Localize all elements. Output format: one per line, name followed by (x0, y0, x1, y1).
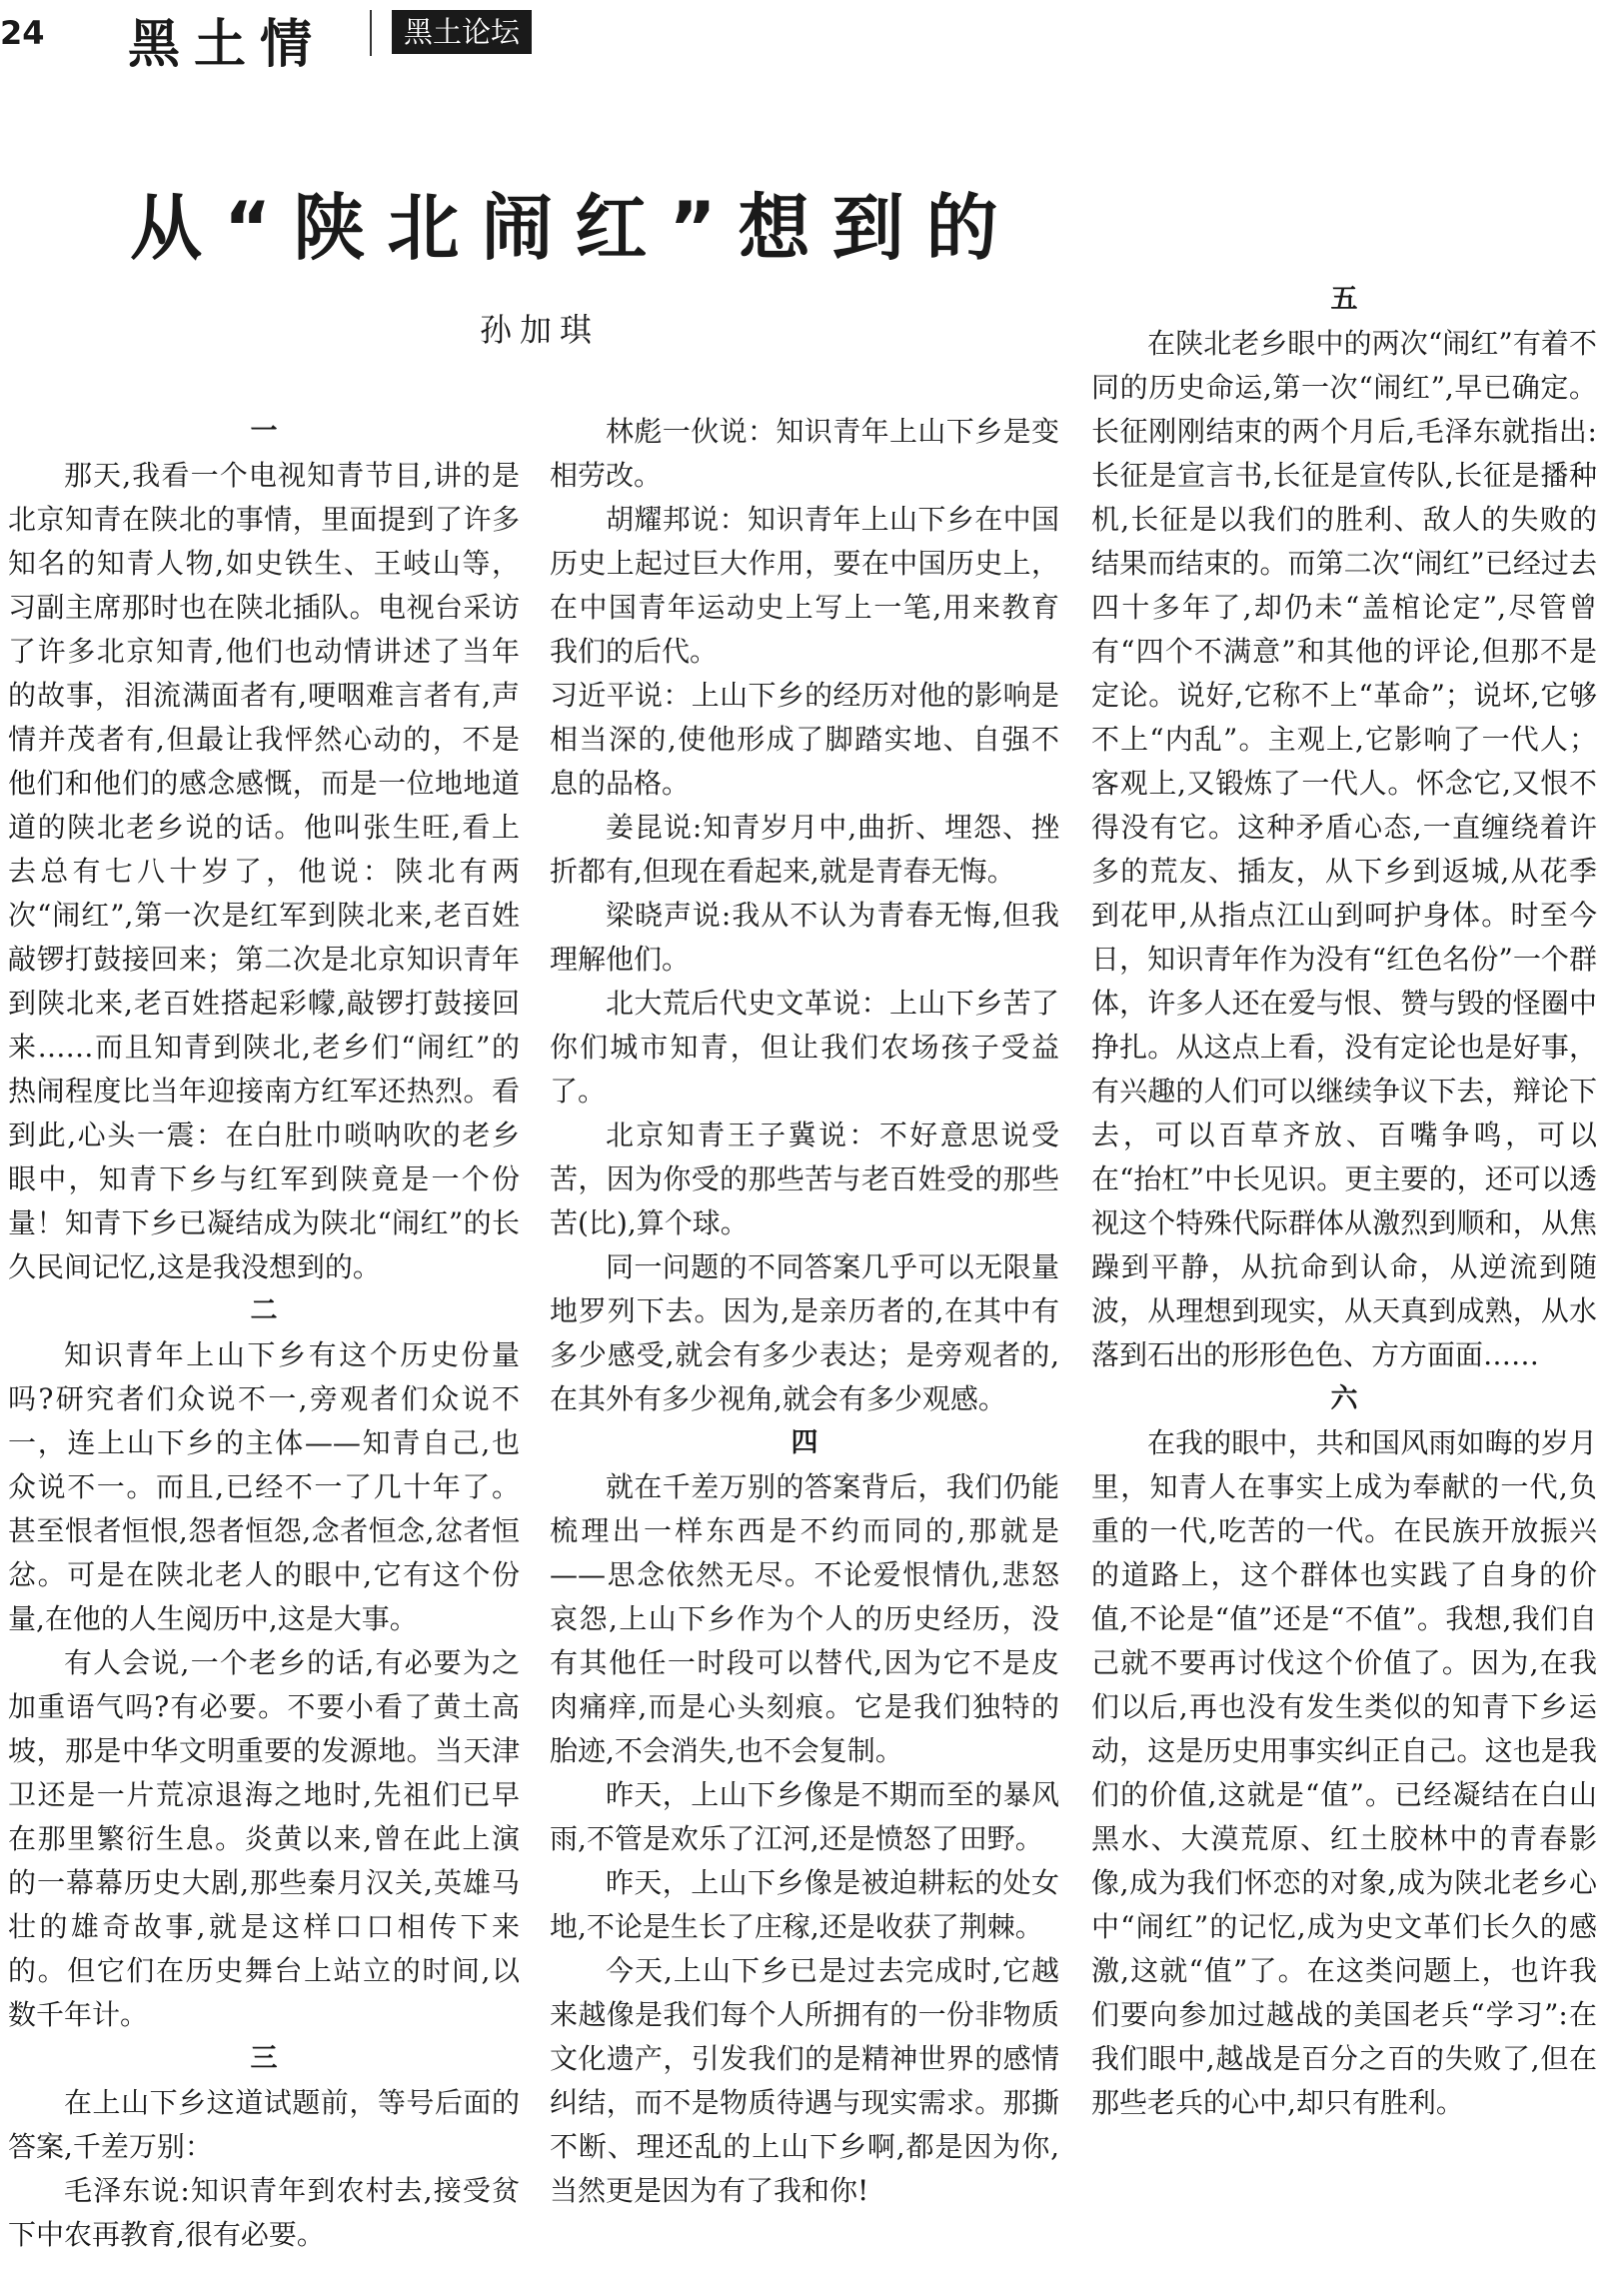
text-column-3 (1091, 102, 1597, 2125)
page-number: 24 (0, 14, 45, 52)
header-divider (370, 10, 372, 56)
paragraph: 北京知青王子冀说：不好意思说受苦，因为你受的那些苦与老百姓受的那些苦(比),算个球。 (550, 1119, 1059, 1239)
paragraph: 那天,我看一个电视知青节目,讲的是北京知青在陕北的事情，里面提到了许多知名的知青人物,如史铁生、王岐山等，习副主席那时也在陕北插队。电视台采访了许多北京知青,他们也动情讲述了当年的故事，泪流满面者有,哽咽难言者有,声情并茂者有,但最让我怦然心动的，不是他们和他们的感念感慨，而是一位地地道道的陕北老乡说的话。他叫张生旺,看上去总有七八十岁了，他说：陕北有两次“闹红”,第一次是红军到陕北来,老百姓敲锣打鼓接回来；第二次是北京知识青年到陕北来,老百姓搭起彩幪,敲锣打鼓接回来……而且知青到陕北,老乡们“闹红”的热闹程度比当年迎接南方红军还热烈。看到此,心头一震：在白肚巾唢呐吹的老乡眼中，知青下乡与红军到陕竟是一个份量！知青下乡已凝结成为陕北“闹红”的长久民间记忆,这是我没想到的。 (8, 459, 520, 1283)
paragraph: 梁晓声说:我从不认为青春无悔,但我理解他们。 (550, 899, 1059, 976)
paragraph: 在上山下乡这道试题前，等号后面的答案,千差万别： (8, 2086, 520, 2163)
article-author: 孙加琪 (480, 311, 601, 349)
paragraph: 今天,上山下乡已是过去完成时,它越来越像是我们每个人所拥有的一份非物质文化遗产，引发我们的是精神世界的感情纠结，而不是物质待遇与现实需求。那撕不断、理还乱的上山下乡啊,都是因为你,当然更是因为有了我和你! (550, 1954, 1059, 2207)
paragraph: 在我的眼中，共和国风雨如晦的岁月里，知青人在事实上成为奉献的一代,负重的一代,吃苦的一代。在民族开放振兴的道路上，这个群体也实践了自身的价值,不论是“值”还是“不值”。我想,我们自己就不要再讨伐这个价值了。因为,在我们以后,再也没有发生类似的知青下乡运动，这是历史用事实纠正自己。这也是我们的价值,这就是“值”。已经凝结在白山黑水、大漠荒原、红土胶林中的青春影像,成为我们怀恋的对象,成为陕北老乡心中“闹红”的记忆,成为史文革们长久的感激,这就“值”了。在这类问题上，也许我们要向参加过越战的美国老兵“学习”:在我们眼中,越战是百分之百的失败了,但在那些老兵的心中,却只有胜利。 (1091, 1426, 1597, 2119)
text-column-2 (550, 410, 1059, 2213)
section-heading: 六 (1330, 1383, 1358, 1414)
paragraph: 习近平说：上山下乡的经历对他的影响是相当深的,使他形成了脚踏实地、自强不息的品格。 (550, 679, 1059, 800)
section-heading: 二 (250, 1295, 278, 1326)
paragraph: 昨天，上山下乡像是被迫耕耘的处女地,不论是生长了庄稼,还是收获了荆棘。 (550, 1866, 1059, 1943)
paragraph: 毛泽东说:知识青年到农村去,接受贫下中农再教育,很有必要。 (8, 2174, 520, 2251)
paragraph: 胡耀邦说：知识青年上山下乡在中国历史上起过巨大作用，要在中国历史上，在中国青年运动史上写上一笔,用来教育我们的后代。 (550, 503, 1059, 668)
paragraph: 有人会说,一个老乡的话,有必要为之加重语气吗?有必要。不要小看了黄土高坡，那是中华文明重要的发源地。当天津卫还是一片荒凉退海之地时,先祖们已早在那里繁衍生息。炎黄以来,曾在此上演的一幕幕历史大剧,那些秦月汉关,英雄马壮的雄奇故事,就是这样口口相传下来的。但它们在历史舞台上站立的时间,以数千年计。 (8, 1646, 520, 2031)
magazine-brand: 黑土情 (128, 14, 327, 75)
paragraph: 在陕北老乡眼中的两次“闹红”有着不同的历史命运,第一次“闹红”,早已确定。长征刚刚结束的两个月后,毛泽东就指出:长征是宣言书,长征是宣传队,长征是播种机,长征是以我们的胜利、敌人的失败的结果而结束的。而第二次“闹红”已经过去四十多年了,却仍未“盖棺论定”,尽管曾有“四个不满意”和其他的评论,但那不是定论。说好,它称不上“革命”；说坏,它够不上“内乱”。主观上,它影响了一代人；客观上,又锻炼了一代人。怀念它,又恨不得没有它。这种矛盾心态,一直缠绕着许多的荒友、插友，从下乡到返城,从花季到花甲,从指点江山到呵护身体。时至今日，知识青年作为没有“红色名份”一个群体，许多人还在爱与恨、赞与毁的怪圈中挣扎。从这点上看，没有定论也是好事，有兴趣的人们可以继续争议下去，辩论下去，可以百草齐放、百嘴争鸣，可以在“抬杠”中长见识。更主要的，还可以透视这个特殊代际群体从激烈到顺和，从焦躁到平静，从抗命到认命，从逆流到随波，从理想到现实，从天真到成熟，从水落到石出的形形色色、方方面面…… (1091, 327, 1597, 1371)
text-column-1 (8, 410, 520, 2257)
paragraph: 知识青年上山下乡有这个历史份量吗?研究者们众说不一,旁观者们众说不一，连上山下乡的主体——知青自己,也众说不一。而且,已经不一了几十年了。甚至恨者恒恨,怨者恒怨,念者恒念,忿者恒忿。可是在陕北老人的眼中,它有这个份量,在他的人生阅历中,这是大事。 (8, 1338, 520, 1635)
page-header (0, 0, 1599, 75)
paragraph: 就在千差万别的答案背后，我们仍能梳理出一样东西是不约而同的,那就是——思念依然无尽。不论爱恨情仇,悲怒哀怨,上山下乡作为个人的历史经历，没有其他任一时段可以替代,因为它不是皮肉痛痒,而是心头刻痕。它是我们独特的胎迹,不会消失,也不会复制。 (550, 1470, 1059, 1767)
column-tag: 黑土论坛 (392, 10, 532, 54)
paragraph: 同一问题的不同答案几乎可以无限量地罗列下去。因为,是亲历者的,在其中有多少感受,就会有多少表达；是旁观者的,在其外有多少视角,就会有多少观感。 (550, 1250, 1059, 1415)
paragraph: 北大荒后代史文革说：上山下乡苦了你们城市知青，但让我们农场孩子受益了。 (550, 987, 1059, 1108)
section-heading: 四 (791, 1427, 818, 1458)
paragraph: 姜昆说:知青岁月中,曲折、埋怨、挫折都有,但现在看起来,就是青春无悔。 (550, 811, 1059, 888)
article-title: 从“陕北闹红”想到的 (130, 186, 1020, 270)
section-heading: 三 (250, 2043, 278, 2074)
section-heading: 一 (250, 416, 278, 447)
section-heading: 五 (1330, 284, 1358, 315)
paragraph: 昨天，上山下乡像是不期而至的暴风雨,不管是欢乐了江河,还是愤怒了田野。 (550, 1778, 1059, 1855)
paragraph: 林彪一伙说：知识青年上山下乡是变相劳改。 (550, 415, 1059, 492)
